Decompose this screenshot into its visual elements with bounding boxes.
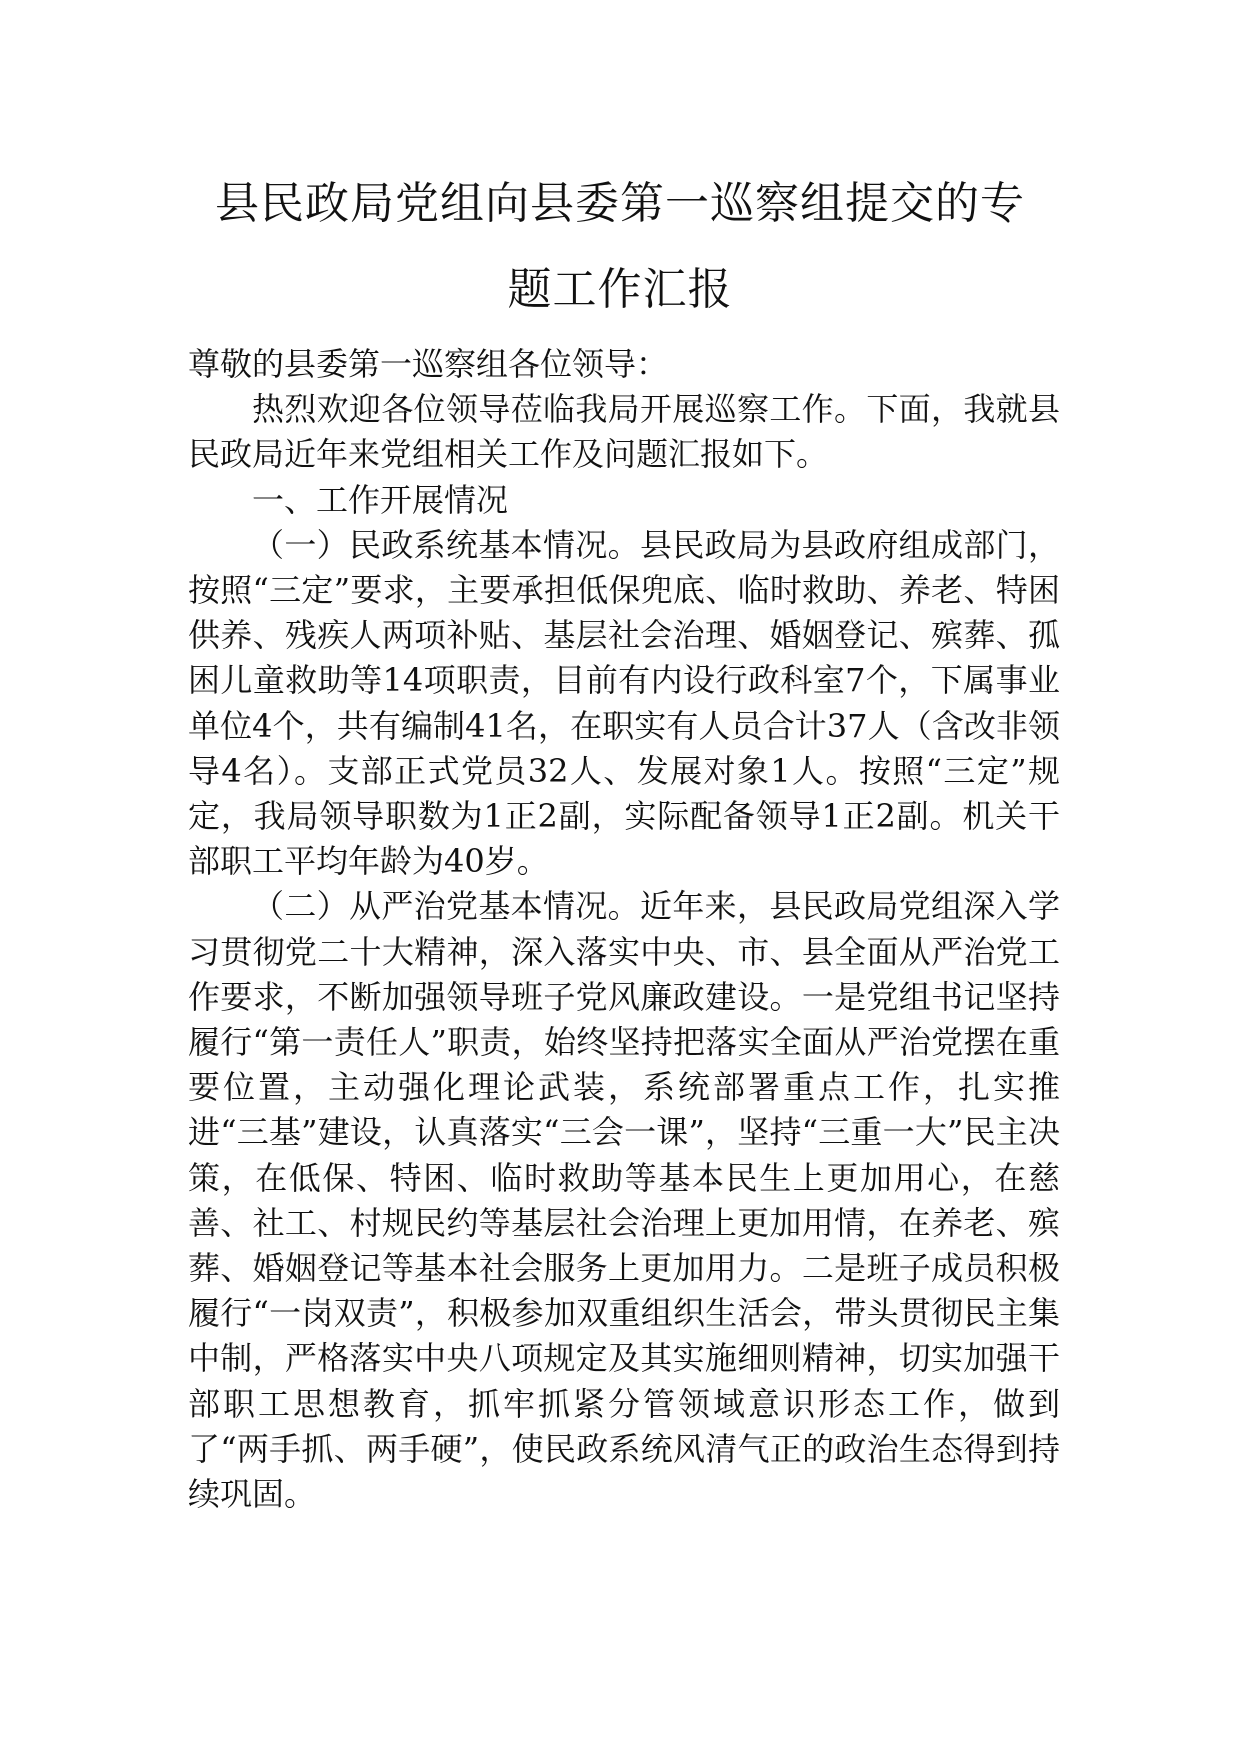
document-body (188, 342, 1060, 1517)
paragraph-party-discipline: （二）从严治党基本情况。近年来，县民政局党组深入学习贯彻党二十大精神，深入落实中央、市、县全面从严治党工作要求，不断加强领导班子党风廉政建设。一是党组书记坚持履行“第一责任人”职责，始终坚持把落实全面从严治党摆在重要位置，主动强化理论武装，系统部署重点工作，扎实推进“三基”建设，认真落实“三会一课”，坚持“三重一大”民主决策，在低保、特困、临时救助等基本民生上更加用心，在慈善、社工、村规民约等基层社会治理上更加用情，在养老、殡葬、婚姻登记等基本社会服务上更加用力。二是班子成员积极履行“一岗双责”，积极参加双重组织生活会，带头贯彻民主集中制，严格落实中央八项规定及其实施细则精神，切实加强干部职工思想教育，抓牢抓紧分管领域意识形态工作，做到了“两手抓、两手硬”，使民政系统风清气正的政治生态得到持续巩固。 (188, 887, 1060, 1514)
paragraph-welcome: 热烈欢迎各位领导莅临我局开展巡察工作。下面，我就县民政局近年来党组相关工作及问题汇报如下。 (188, 390, 1060, 474)
document-title-line-2: 题工作汇报 (507, 264, 733, 315)
document-title-line-1: 县民政局党组向县委第一巡察组提交的专 (215, 178, 1025, 229)
salutation: 尊敬的县委第一巡察组各位领导： (188, 345, 669, 383)
section-heading-work-status: 一、工作开展情况 (252, 480, 509, 519)
paragraph-basic-situation: （一）民政系统基本情况。县民政局为县政府组成部门，按照“三定”要求，主要承担低保兜底、临时救助、养老、特困供养、残疾人两项补贴、基层社会治理、婚姻登记、殡葬、孤困儿童救助等14项职责，目前有内设行政科室7个，下属事业单位4个，共有编制41名，在职实有人员合计37人（含改非领导4名）。支部正式党员32人、发展对象1人。按照“三定”规定，我局领导职数为1正2副，实际配备领导1正2副。机关干部职工平均年龄为40岁。 (188, 525, 1060, 881)
